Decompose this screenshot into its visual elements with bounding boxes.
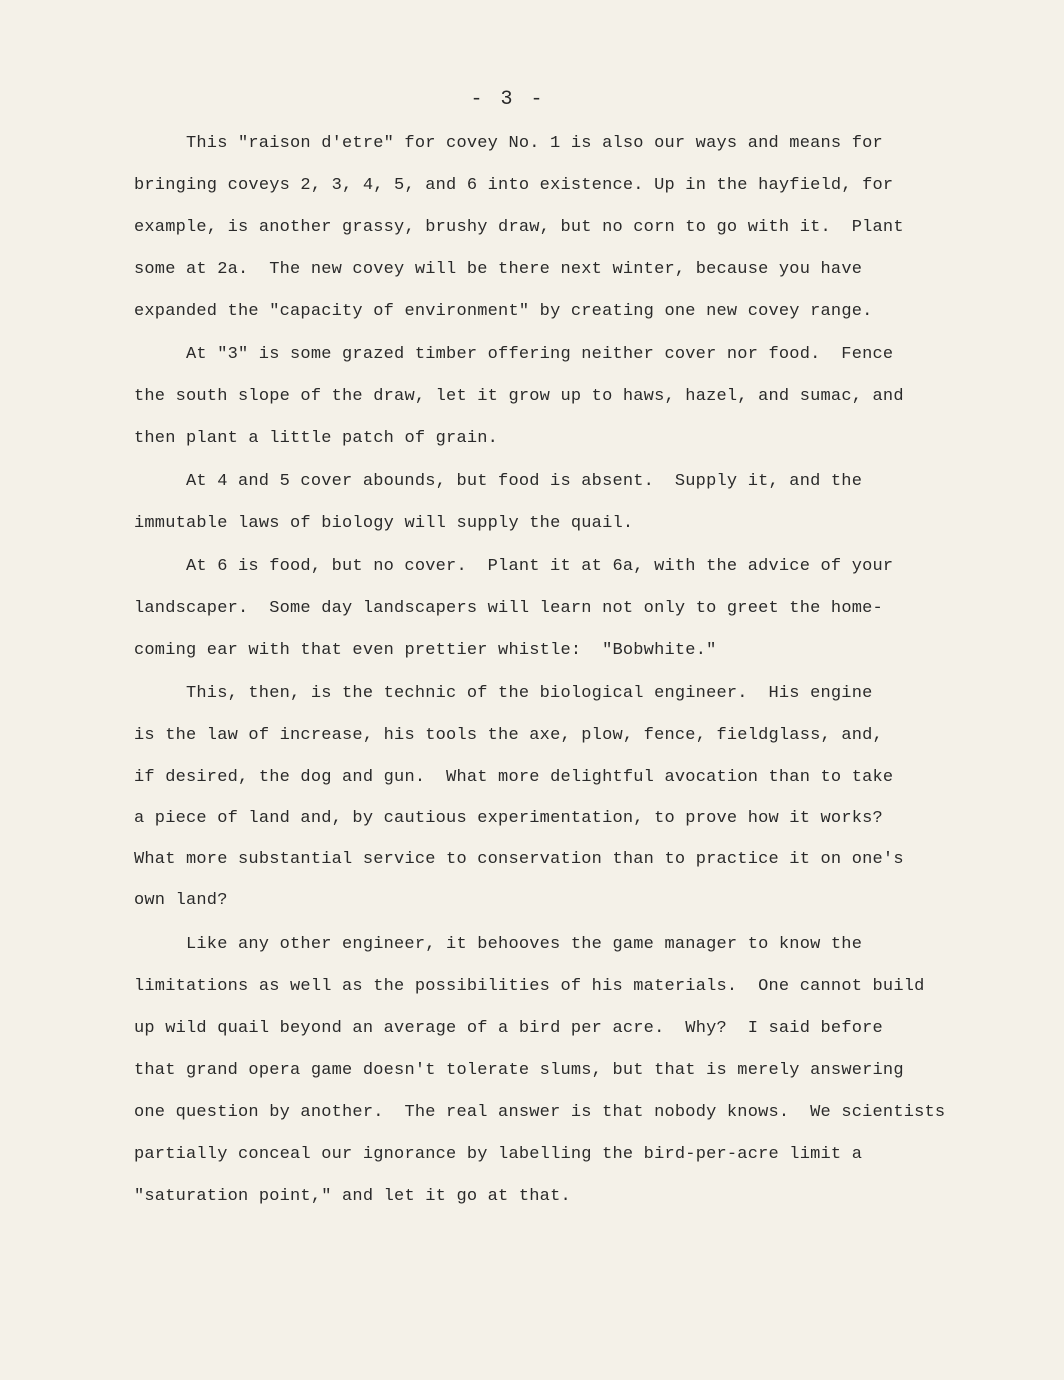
text-line: is the law of increase, his tools the axe, plow, fence, fieldglass, and, <box>134 726 883 745</box>
text-line: the south slope of the draw, let it grow up to haws, hazel, and sumac, and <box>134 387 904 406</box>
text-line: immutable laws of biology will supply the quail. <box>134 514 634 533</box>
text-line: limitations as well as the possibilities of his materials. One cannot build <box>134 977 925 996</box>
text-line: Like any other engineer, it behooves the game manager to know the <box>186 935 863 954</box>
text-line: up wild quail beyond an average of a bird per acre. Why? I said before <box>134 1019 883 1038</box>
text-line: expanded the "capacity of environment" by creating one new covey range. <box>134 302 873 321</box>
text-line: one question by another. The real answer is that nobody knows. We scientists <box>134 1103 946 1122</box>
text-line: This "raison d'etre" for covey No. 1 is also our ways and means for <box>186 134 883 153</box>
text-line: landscaper. Some day landscapers will learn not only to greet the home- <box>134 599 883 618</box>
text-line: then plant a little patch of grain. <box>134 429 499 448</box>
text-line: example, is another grassy, brushy draw, but no corn to go with it. Plant <box>134 218 904 237</box>
text-line: What more substantial service to conservation than to practice it on one's <box>134 850 904 869</box>
text-line: own land? <box>134 891 228 910</box>
text-line: if desired, the dog and gun. What more delightful avocation than to take <box>134 768 894 787</box>
text-line: a piece of land and, by cautious experimentation, to prove how it works? <box>134 809 883 828</box>
text-line: that grand opera game doesn't tolerate slums, but that is merely answering <box>134 1061 904 1080</box>
page-number: - 3 - <box>470 88 546 111</box>
text-line: bringing coveys 2, 3, 4, 5, and 6 into existence. Up in the hayfield, for <box>134 176 894 195</box>
text-line: coming ear with that even prettier whistle: "Bobwhite." <box>134 641 717 660</box>
text-line: At 6 is food, but no cover. Plant it at 6a, with the advice of your <box>186 557 894 576</box>
text-line: At "3" is some grazed timber offering neither cover nor food. Fence <box>186 345 894 364</box>
text-line: "saturation point," and let it go at that. <box>134 1187 571 1206</box>
text-line: partially conceal our ignorance by labelling the bird-per-acre limit a <box>134 1145 863 1164</box>
text-line: At 4 and 5 cover abounds, but food is absent. Supply it, and the <box>186 472 863 491</box>
text-line: some at 2a. The new covey will be there next winter, because you have <box>134 260 863 279</box>
text-line: This, then, is the technic of the biological engineer. His engine <box>186 684 873 703</box>
